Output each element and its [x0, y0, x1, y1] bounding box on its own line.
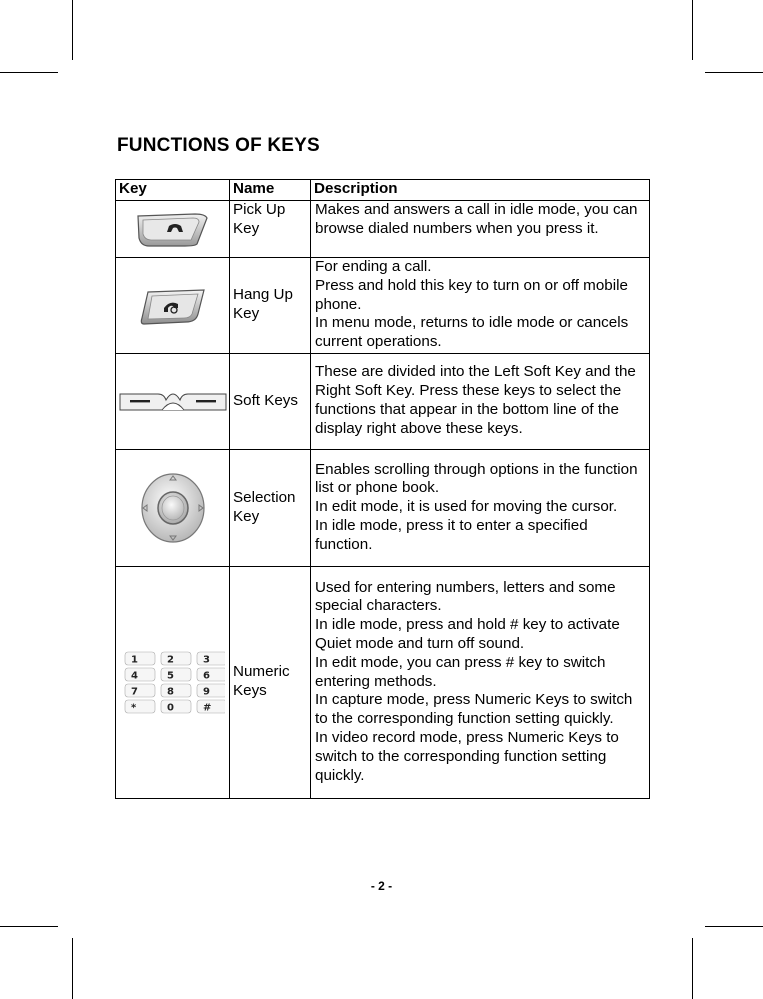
- crop-mark-bottom-right-horizontal: [705, 926, 763, 927]
- header-name: Name: [230, 180, 311, 201]
- keypad-key-label: 7: [130, 686, 138, 697]
- description-line: In edit mode, it is used for moving the cursor.: [315, 498, 618, 516]
- numeric-keypad-icon: [121, 648, 225, 718]
- keypad-key: [125, 700, 155, 713]
- keypad-key: [197, 668, 225, 681]
- hang-up-key-icon: [138, 286, 208, 326]
- keypad-key-label: 4: [130, 670, 138, 681]
- key-image-cell: [116, 201, 230, 258]
- table-row: [116, 201, 650, 258]
- description-line: In capture mode, press Numeric Keys to switch to the corresponding function setting quickly.: [315, 691, 633, 728]
- keypad-key-label: 5: [166, 670, 174, 681]
- keypad-key: [197, 652, 225, 665]
- page-title: FUNCTIONS OF KEYS: [117, 135, 320, 156]
- keypad-key-label: 3: [202, 654, 210, 665]
- keypad-key-label: 9: [202, 686, 210, 697]
- table-row: [116, 567, 650, 799]
- keypad-key-label: 8: [166, 686, 174, 697]
- description-line: These are divided into the Left Soft Key and the Right Soft Key. Press these keys to select the functions that appear in the bottom line of the display right above these keys.: [315, 363, 636, 437]
- description-line: In video record mode, press Numeric Keys to switch to the corresponding function setting quickly.: [315, 728, 619, 784]
- keypad-key: [197, 684, 225, 697]
- key-image-cell: [116, 354, 230, 450]
- keypad-key: [161, 652, 191, 665]
- table-row: [116, 354, 650, 450]
- key-description: [311, 567, 650, 799]
- keypad-key-label: *: [130, 702, 136, 713]
- keypad-key: [125, 652, 155, 665]
- description-line: Makes and answers a call in idle mode, you can browse dialed numbers when you press it.: [315, 201, 638, 237]
- selection-key-icon: [138, 470, 208, 546]
- table-header-row: [116, 180, 650, 201]
- keypad-key: [125, 668, 155, 681]
- key-image-cell: [116, 258, 230, 354]
- key-name: Soft Keys: [230, 354, 311, 450]
- keypad-key-label: 2: [166, 654, 174, 665]
- crop-mark-bottom-left-horizontal: [0, 926, 58, 927]
- crop-mark-top-left-vertical: [72, 0, 73, 60]
- keypad-key: [161, 684, 191, 697]
- key-image-cell: [116, 567, 230, 799]
- key-name: Hang Up Key: [230, 258, 311, 354]
- soft-keys-icon: [118, 390, 228, 414]
- header-description: Description: [311, 180, 650, 201]
- keypad-key-label: 6: [202, 670, 210, 681]
- description-line: Press and hold this key to turn on or off mobile phone.: [315, 276, 628, 313]
- crop-mark-bottom-right-vertical: [692, 938, 693, 999]
- description-line: Enables scrolling through options in the function list or phone book.: [315, 460, 638, 497]
- keypad-key-label: 0: [166, 702, 174, 713]
- description-line: In edit mode, you can press # key to switch entering methods.: [315, 653, 606, 690]
- page-number: - 2 -: [370, 879, 393, 893]
- crop-mark-top-right-vertical: [692, 0, 693, 60]
- pick-up-key-icon: [135, 210, 211, 248]
- table-row: [116, 450, 650, 567]
- crop-mark-top-right-horizontal: [705, 72, 763, 73]
- key-name: Numeric Keys: [230, 567, 311, 799]
- keypad-key: [161, 668, 191, 681]
- key-description: [311, 258, 650, 354]
- description-line: In idle mode, press it to enter a specified function.: [315, 516, 588, 553]
- key-name: Pick Up Key: [230, 201, 311, 258]
- description-line: For ending a call.: [315, 258, 432, 275]
- key-description: [311, 450, 650, 567]
- keypad-key: [161, 700, 191, 713]
- keypad-key: [125, 684, 155, 697]
- header-key: Key: [116, 180, 230, 201]
- keypad-key-label: #: [202, 702, 211, 713]
- description-line: In idle mode, press and hold # key to activate Quiet mode and turn off sound.: [315, 616, 620, 652]
- key-name: Selection Key: [230, 450, 311, 567]
- key-description: [311, 354, 650, 450]
- crop-mark-top-left-horizontal: [0, 72, 58, 73]
- key-description: [311, 201, 650, 258]
- keys-table: [115, 179, 650, 799]
- description-line: Used for entering numbers, letters and some special characters.: [315, 578, 616, 615]
- description-line: In menu mode, returns to idle mode or cancels current operations.: [315, 314, 629, 351]
- table-row: [116, 258, 650, 354]
- key-image-cell: [116, 450, 230, 567]
- keypad-key-label: 1: [130, 654, 138, 665]
- crop-mark-bottom-left-vertical: [72, 938, 73, 999]
